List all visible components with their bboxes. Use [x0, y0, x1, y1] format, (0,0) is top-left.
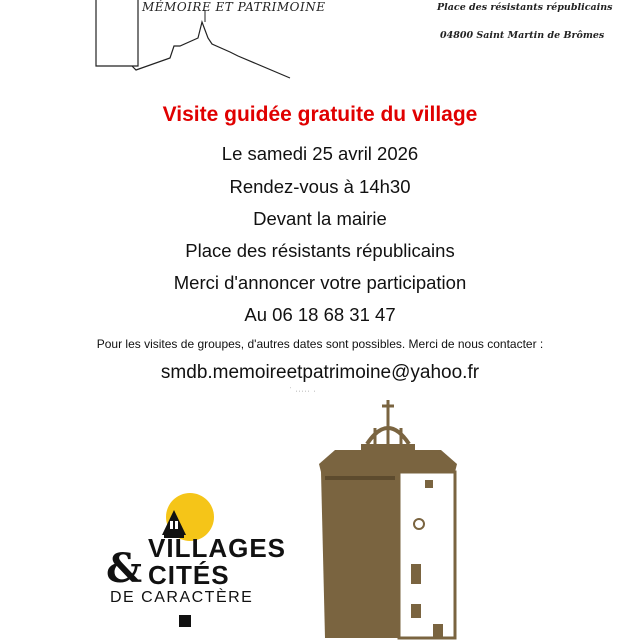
contact-email[interactable]: smdb.memoireetpatrimoine@yahoo.fr	[160, 362, 480, 383]
info-time: Rendez-vous à 14h30	[229, 176, 411, 197]
logo-caractere: DE CARACTÈRE	[110, 589, 254, 606]
logo-square-mark	[179, 615, 191, 627]
info-date: Le samedi 25 avril 2026	[221, 143, 419, 164]
address-city: 04800 Saint Martin de Brômes	[440, 30, 605, 41]
address-street: Place des résistants républicains	[437, 2, 613, 13]
info-place: Place des résistants républicains	[185, 240, 455, 261]
scribble-mark: ˙ ˒˓˒˓˒ ˒	[290, 388, 317, 394]
logo-text: MÉMOIRE ET PATRIMOINE	[142, 0, 326, 14]
logo-ampersand: &	[106, 545, 143, 592]
info-meeting-point: Devant la mairie	[253, 208, 387, 229]
logo-villages: VILLAGES	[148, 533, 287, 563]
groups-note: Pour les visites de groupes, d'autres dates sont possibles. Merci de nous contacter :	[96, 337, 544, 351]
headline: Visite guidée gratuite du village	[162, 103, 478, 126]
info-phone: Au 06 18 68 31 47	[244, 304, 396, 325]
info-registration: Merci d'annoncer votre participation	[173, 272, 467, 293]
logo-cites: CITÉS	[148, 560, 230, 590]
clock-tower-illustration	[305, 398, 465, 640]
